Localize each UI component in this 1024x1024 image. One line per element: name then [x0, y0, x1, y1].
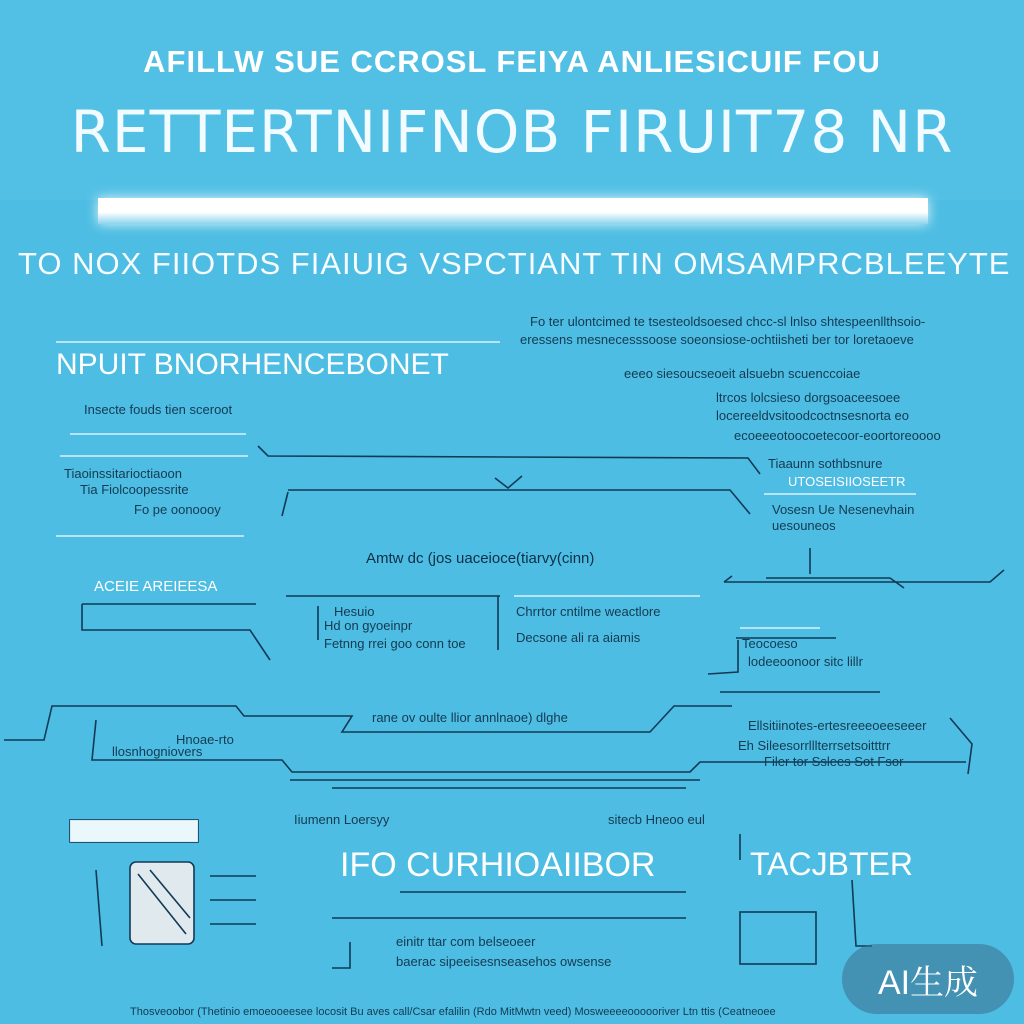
- footer-right-label: sitecb Hneoo eul: [608, 812, 705, 827]
- footer-line-b: baerac sipeeisesnseasehos owsense: [396, 954, 612, 969]
- top-right-line-5: locereeldvsitoodcoctnsesnorta eo: [716, 408, 909, 423]
- top-right-line-2: eressens mesnecesssoose soeonsiose-ochtiisheti ber tor loretaoeve: [520, 332, 914, 347]
- top-right-line-3: eeeo siesoucseoeit alsuebn scuenccoiae: [624, 366, 861, 381]
- right-panel-note-b: uesouneos: [772, 518, 836, 533]
- header-subtitle: AFILLW SUE CCROSL FEIYA ANLIESICUIF FOU: [143, 44, 881, 79]
- footer-bottom-line: Thosveoobor (Thetinio emoeooeesee locosit Bu aves call/Csar efalilin (Rdo MitMwtn veed) Mosweeeeoooooriver Ltn ttis (Ceatneoee: [130, 1006, 776, 1018]
- input-panel-heading: NPUIT BNORHENCEBONET: [56, 348, 449, 381]
- footer-line-a: einitr ttar com belseoeer: [396, 934, 536, 949]
- input-label-c: Fo pe oonoooy: [134, 502, 221, 517]
- top-right-line-1: Fo ter ulontcimed te tsesteoldsoesed chcc-sl lnlso shtespeenllthsoio-: [530, 314, 926, 329]
- center-bottom-left-b: llosnhogniovers: [112, 744, 203, 759]
- footer-side-label: TACJBTER: [750, 846, 913, 882]
- center-right-f: Eh Sileesorrlllterrsetsoitttrr: [738, 738, 891, 753]
- center-right-e: Ellsitiinotes-ertesreeeoeeseeer: [748, 718, 927, 733]
- input-label-b: Tia Fiolcoopessrite: [80, 482, 189, 497]
- center-step-a: Hesuio: [334, 604, 375, 619]
- right-panel-heading: Tiaaunn sothbsnure: [768, 456, 883, 471]
- center-bottom-band: rane ov oulte llior annlnaoe) dlghe: [372, 710, 568, 725]
- center-col-a: Chrrtor cntilme weactlore: [516, 604, 661, 619]
- center-step-c: Fetnng rrei goo conn toe: [324, 636, 466, 651]
- footer-left-label: Iiumenn Loersyy: [294, 812, 390, 827]
- input-label-a: Tiaoinssitarioctiaoon: [64, 466, 183, 481]
- center-step-b: Hd on gyoeinpr: [324, 618, 413, 633]
- center-bottom-left-a: Hnoae-rto: [176, 732, 234, 747]
- footer-big-label: IFO CURHIOAIIBOR: [340, 846, 656, 884]
- top-right-line-4: ltrcos lolcsieso dorgsoaceesoee: [716, 390, 901, 405]
- ai-generated-badge: AI生成: [842, 944, 1014, 1014]
- center-formula: Amtw dc (jos uaceioce(tiarvy(cinn): [366, 550, 595, 567]
- center-right-c: Teocoeso: [742, 636, 798, 651]
- center-col-b: Decsone ali ra aiamis: [516, 630, 641, 645]
- top-right-line-6: ecoeeeotoocoetecoor-eoortoreoooo: [734, 428, 941, 443]
- tagline: TO NOX FIIOTDS FIAIUIG VSPCTIANT TIN OMSAMPRCBLEEYTE: [18, 246, 1011, 281]
- right-panel-sub: UTOSEISIIOSEETR: [788, 474, 906, 489]
- header-title: RETTERTNIFNOB FIRUIT78 NR: [70, 98, 954, 166]
- center-right-g: Filer tor Sslees Sot Fsor: [764, 754, 904, 769]
- input-label-d: ACEIE AREIEESA: [94, 578, 218, 595]
- input-panel-caption: Insecte fouds tien sceroot: [84, 402, 233, 417]
- right-panel-note-a: Vosesn Ue Nesenevhain: [772, 502, 915, 517]
- center-right-d: lodeeoonoor sitc lillr: [748, 654, 863, 669]
